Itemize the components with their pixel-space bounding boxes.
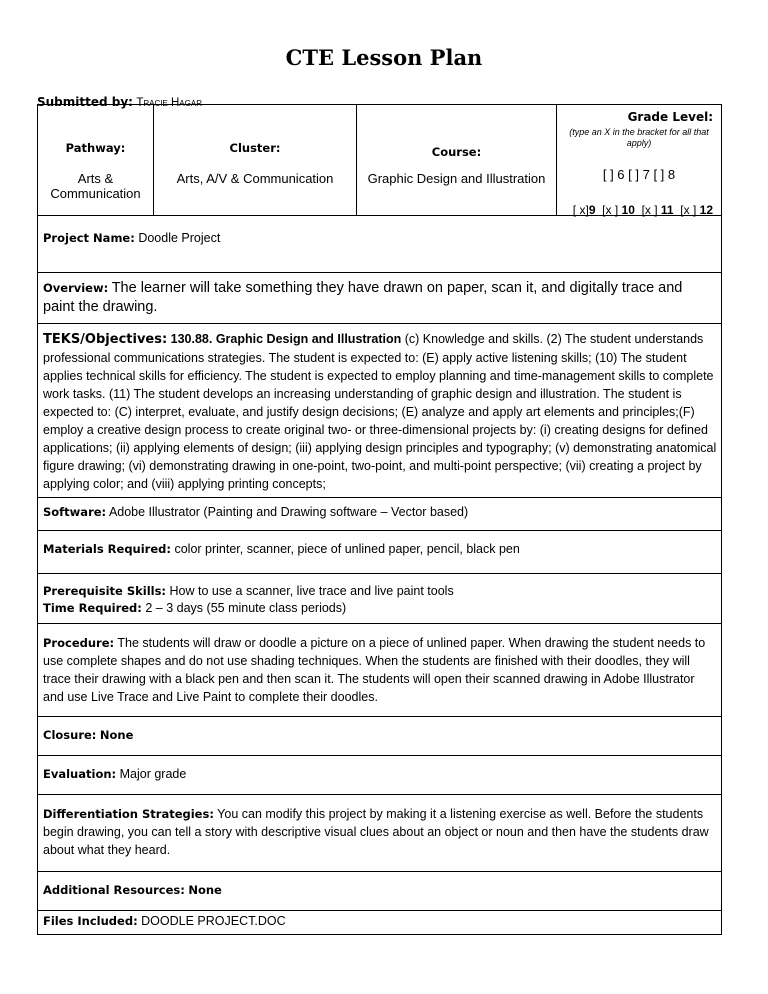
pathway-label: Pathway: — [65, 141, 126, 155]
submitted-value: Tracie Hagar — [136, 97, 202, 109]
grade-note: (type an X in the bracket for all that apply) — [569, 127, 709, 148]
closure-label: Closure: — [43, 728, 97, 742]
resources-row — [38, 872, 722, 911]
files-cell — [38, 911, 722, 935]
materials-label: Materials Required: — [43, 542, 171, 556]
resources-label: Additional Resources: — [43, 883, 185, 897]
course-value: Graphic Design and Illustration — [367, 171, 546, 186]
teks-label: TEKS/Objectives: — [43, 332, 168, 347]
evaluation-value: Major grade — [119, 767, 187, 781]
closure-row — [38, 717, 722, 756]
procedure-cell — [38, 624, 722, 717]
differentiation-label: Differentiation Strategies: — [43, 807, 214, 821]
overview-label: Overview: — [43, 281, 109, 295]
pathway-value: Arts & Communication — [50, 171, 141, 201]
materials-value: color printer, scanner, piece of unlined paper, pencil, black pen — [174, 542, 520, 556]
grade-cell — [557, 105, 722, 216]
grade-label: Grade Level: — [627, 110, 713, 124]
resources-cell — [38, 872, 722, 911]
grade-12: 12 — [699, 203, 713, 217]
evaluation-cell — [38, 756, 722, 795]
course-cell — [357, 105, 557, 216]
time-line — [43, 600, 717, 617]
prereq-cell — [38, 574, 722, 624]
pathway-cell — [38, 105, 154, 216]
differentiation-row — [38, 795, 722, 872]
differentiation-value: You can modify this project by making it a listening exercise as well. Before the students begin drawing, you can tell a story with descriptive visual clues about an object or noun and then have the students draw about what they heard. — [43, 807, 709, 857]
grade-11-box: [x ] — [641, 203, 658, 217]
teks-row — [38, 324, 722, 498]
materials-row — [38, 531, 722, 574]
submitted-label: Submitted by: — [37, 95, 133, 109]
project-value: Doodle Project — [138, 231, 221, 245]
lesson-plan-table — [37, 104, 722, 935]
project-cell — [38, 216, 722, 273]
time-value: 2 – 3 days (55 minute class periods) — [145, 601, 347, 615]
cluster-cell — [154, 105, 357, 216]
software-row — [38, 498, 722, 531]
project-row — [38, 216, 722, 273]
procedure-label: Procedure: — [43, 636, 115, 650]
closure-value: None — [99, 728, 134, 742]
resources-value: None — [188, 883, 222, 897]
grade-10: 10 — [621, 203, 635, 217]
grade-9-box: [ x] — [572, 203, 589, 217]
project-label: Project Name: — [43, 231, 135, 245]
grade-12-box: [x ] — [680, 203, 697, 217]
grade-9: 9 — [588, 203, 596, 217]
grade-options-9-12 — [573, 203, 713, 217]
files-row — [38, 911, 722, 935]
evaluation-label: Evaluation: — [43, 767, 117, 781]
cluster-value: Arts, A/V & Communication — [176, 171, 334, 186]
page-title: CTE Lesson Plan — [285, 45, 483, 70]
procedure-row — [38, 624, 722, 717]
time-label: Time Required: — [43, 601, 142, 615]
grade-10-box: [x ] — [602, 203, 619, 217]
software-cell — [38, 498, 722, 531]
prereq-label: Prerequisite Skills: — [43, 584, 167, 598]
materials-cell — [38, 531, 722, 574]
teks-cell — [38, 324, 722, 498]
overview-value: The learner will take something they have drawn on paper, scan it, and digitally trace and paint the drawing. — [43, 280, 683, 315]
prereq-line — [43, 583, 717, 600]
closure-cell — [38, 717, 722, 756]
teks-code: 130.88. Graphic Design and Illustration — [170, 332, 402, 346]
grade-options-6-8: [ ] 6 [ ] 7 [ ] 8 — [602, 167, 676, 182]
cluster-label: Cluster: — [229, 141, 281, 155]
differentiation-cell — [38, 795, 722, 872]
course-label: Course: — [431, 145, 482, 159]
header-row — [38, 105, 722, 216]
software-value: Adobe Illustrator (Painting and Drawing software – Vector based) — [108, 505, 469, 519]
overview-row — [38, 273, 722, 324]
software-label: Software: — [43, 505, 107, 519]
files-label: Files Included: — [43, 914, 138, 928]
teks-text: (c) Knowledge and skills. (2) The student understands professional communications strategies. The student is expected to: (E) apply active listening skills; (10) The student applies technical skills for efficiency. The student is expected to employ planning and time-management skills to complete work tasks. (11) The student develops an increasing understanding of graphic design and illustration. The student is expected to: (C) interpret, evaluate, and justify design decisions; (E) analyze and apply art elements and principles;(F) employ a creative design process to create original two- or three-dimensional projects by: (i) creating designs for defined applications; (ii) applying elements of design; (iii) applying design principles and typography; (v) demonstrating anatomical figure drawing; (vi) demonstrating drawing in one-point, two-point, and multi-point perspective; (vii) creating a project by applying color; and (viii) applying printing concepts; — [43, 332, 717, 491]
procedure-value: The students will draw or doodle a picture on a piece of unlined paper. When drawing the student needs to use complete shapes and do not use shading techniques. When the students are finished with their doodles, they will trace their drawing with a black pen and then scan it. The students will open their scanned drawing in Adobe Illustrator and use Live Trace and Live Paint to complete their doodles. — [43, 636, 706, 704]
grade-11: 11 — [660, 203, 674, 217]
overview-cell — [38, 273, 722, 324]
prereq-value: How to use a scanner, live trace and live paint tools — [169, 584, 454, 598]
prereq-row — [38, 574, 722, 624]
files-value: DOODLE PROJECT.DOC — [141, 914, 286, 928]
evaluation-row — [38, 756, 722, 795]
